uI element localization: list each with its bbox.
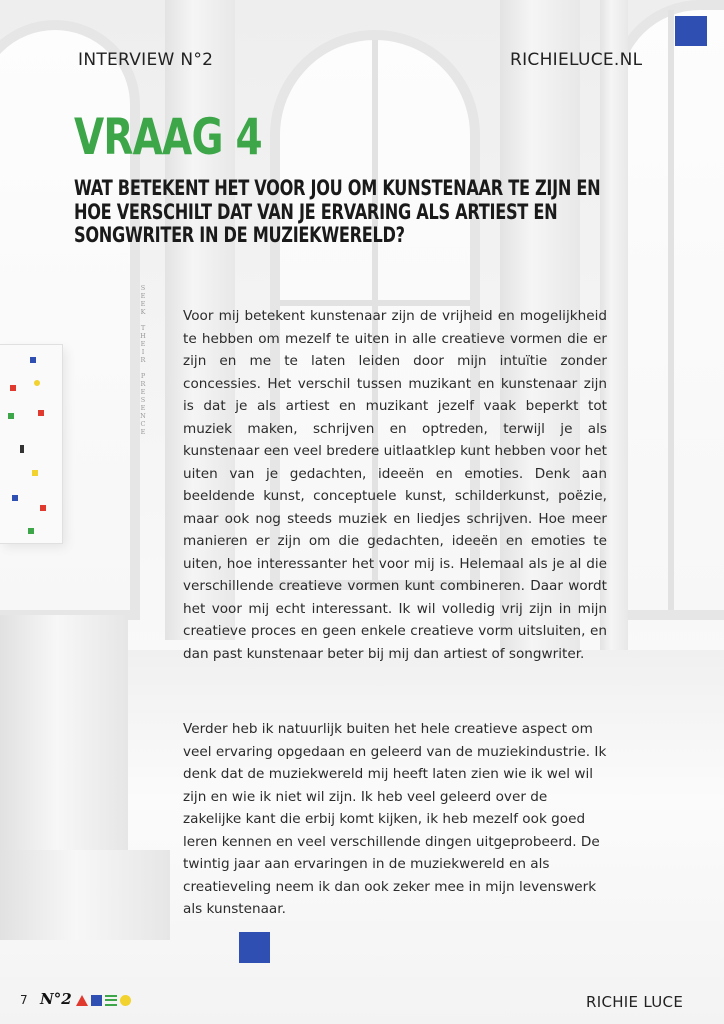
page-number: 7	[20, 993, 28, 1007]
issue-number: N°2	[40, 990, 72, 1008]
interview-label: INTERVIEW N°2	[78, 50, 214, 70]
lines-icon	[105, 995, 117, 1006]
shapes-logo	[76, 994, 131, 1006]
circle-icon	[120, 995, 131, 1006]
triangle-icon	[76, 995, 88, 1006]
website-label: RICHIELUCE.NL	[510, 50, 643, 70]
vertical-caption: SEEK THEIR PRESENCE	[139, 284, 147, 436]
answer-paragraph-1: Voor mij betekent kunstenaar zijn de vrijheid en mogelijkheid te hebben om mezelf te uiten in alle creatieve vormen die er zijn en me te laten leiden door mijn intuïtie zonder concessies. Het verschil tussen muzikant en kunstenaar zijn is dat je als artiest en muzikant jezelf vaak beperkt tot muziek maken, schrijven en optreden, terwijl je als kunstenaar een veel bredere uitlaatklep kunt hebben voor het uiten van je gedachten, ideeën en emoties. Denk aan beeldende kunst, conceptuele kunst, schilderkunst, poëzie, maar ook nog steeds muziek en liedjes schrijven. Hoe meer manieren er zijn om die gedachten, ideeën en emoties te uiten, hoe interessanter het voor mij is. Helemaal als je al die verschillende creatieve vormen kunt combineren. Daar wordt het voor mij echt interessant. Ik wil volledig vrij zijn in mijn creatieve proces en geen enkele creatieve vorm uitsluiten, en dan past kunstenaar beter bij mij dan artiest of songwriter.	[183, 308, 607, 662]
answer-paragraph-2: Verder heb ik natuurlijk buiten het hele creatieve aspect om veel ervaring opgedaan en geleerd van de muziekindustrie. Ik denk dat de muziekwereld mij heeft laten zien wie ik wel wil zijn en wie ik niet wil zijn. Ik heb veel geleerd over de zakelijke kant die erbij komt kijken, ik heb mezelf ook goed leren kennen en veel verschillende dingen uitgeprobeerd. De twintig jaar aan ervaringen in de muziekwereld en als creatieveling neem ik dan ook zeker mee in mijn levenswerk als kunstenaar.	[183, 721, 607, 917]
page-title: VRAAG 4	[74, 108, 262, 166]
question-heading: WAT BETEKENT HET VOOR JOU OM KUNSTENAAR TE ZIJN EN HOE VERSCHILT DAT VAN JE ERVARING ALS ARTIEST EN SONGWRITER IN DE MUZIEKWERELD?	[74, 176, 601, 247]
corner-decor-square	[675, 16, 707, 46]
square-icon	[91, 995, 102, 1006]
brand-name: RICHIE LUCE	[586, 993, 684, 1011]
decor-blue-square	[239, 932, 270, 963]
